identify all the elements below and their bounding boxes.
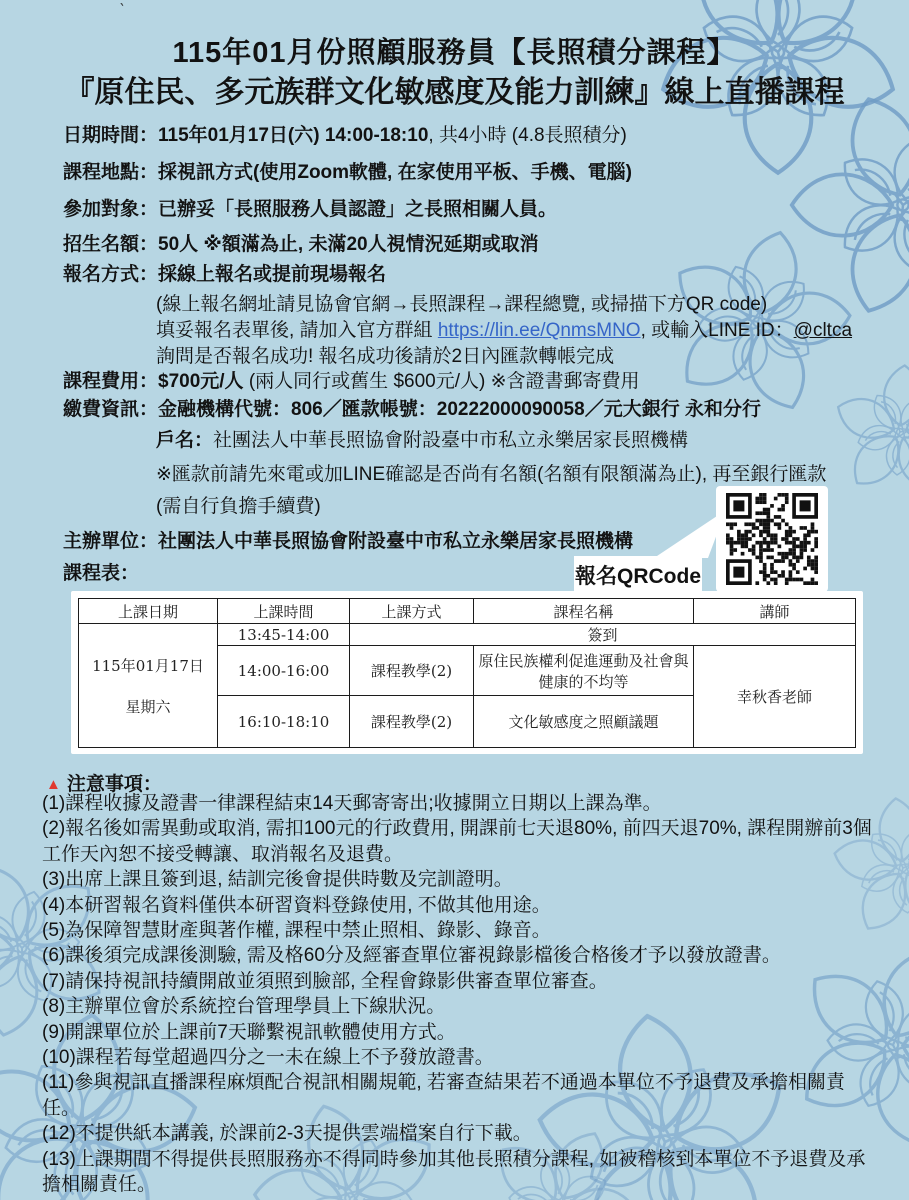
- schedule-heading: 課程表：: [63, 563, 140, 584]
- account-name-value: 社團法人中華長照協會附設臺中市私立永樂居家長照機構: [213, 430, 689, 451]
- location-line: [63, 157, 632, 184]
- course-cell: 文化敏感度之照顧議題: [474, 696, 694, 748]
- organizer-label: 主辦單位：: [63, 531, 159, 552]
- note-item: (5)為保障智慧財產與著作權, 課程中禁止照相、錄影、錄音。: [42, 920, 551, 942]
- organizer-line: [63, 526, 633, 553]
- audience-label: 參加對象：: [63, 199, 159, 220]
- payment-label: 繳費資訊：: [63, 399, 159, 420]
- note-item: (12)不提供紙本講義, 於課前2-3天提供雲端檔案自行下載。: [42, 1123, 532, 1145]
- note-item: (3)出席上課且簽到退, 結訓完後會提供時數及完訓證明。: [42, 869, 513, 891]
- signup-note-1: (線上報名網址請見協會官網→長照課程→課程總覽, 或掃描下方QR code): [156, 294, 768, 315]
- note-item: (1)課程收據及證書一律課程結束14天郵寄寄出;收據開立日期以上課為準。: [42, 793, 662, 814]
- audience-value: 已辦妥「長照服務人員認證」之長照相關人員。: [158, 199, 558, 220]
- date-time-line: [63, 120, 627, 147]
- method-cell: 課程教學(2): [350, 646, 474, 696]
- note-item: (10)課程若每堂超過四分之一未在線上不予發放證書。: [42, 1047, 494, 1069]
- stray-mark: `: [116, 1, 126, 20]
- bank-code-label: 金融機構代號：: [158, 399, 292, 420]
- account-number-value: 20222000090058: [436, 399, 585, 420]
- account-name-line: [156, 425, 688, 452]
- note-item: (8)主辦單位會於系統控台管理學員上下線狀況。: [42, 996, 446, 1018]
- quota-label: 招生名額：: [63, 234, 159, 255]
- note-item: (4)本研習報名資料僅供本研習資料登錄使用, 不做其他用途。: [42, 894, 551, 916]
- organizer-value: 社團法人中華長照協會附設臺中市私立永樂居家長照機構: [158, 531, 634, 552]
- time-cell: 16:10-18:10: [218, 696, 350, 748]
- note-item: (13)上課期間不得提供長照服務亦不得同時參加其他長照積分課程, 如被稽核到本單位不予退費及承擔相關責任。: [42, 1148, 866, 1196]
- table-row: [79, 624, 856, 646]
- notes-heading-text: 注意事項：: [66, 774, 162, 795]
- date-time-label: 日期時間：: [63, 125, 159, 146]
- page-subtitle: 『原住民、多元族群文化敏感度及能力訓練』線上直播課程: [64, 76, 845, 109]
- signup-note-3: 詢問是否報名成功! 報名成功後請於2日內匯款轉帳完成: [156, 346, 615, 367]
- time-cell: 13:45-14:00: [218, 624, 350, 646]
- signup-method-line: [63, 259, 386, 286]
- date-time-extra: , 共4小時 (4.8長照積分): [428, 125, 627, 146]
- teacher-cell: 幸秋香老師: [694, 646, 856, 748]
- fee-extra: (兩人同行或舊生 $600元/人) ※含證書郵寄費用: [243, 371, 640, 392]
- bank-code-value: 806: [291, 399, 323, 420]
- signup-note-2-pre: 填妥報名表單後, 請加入官方群組: [156, 320, 438, 341]
- date-cell-line1: 115年01月17日: [92, 656, 204, 675]
- date-cell: [79, 624, 218, 748]
- qr-code-panel: [716, 486, 828, 592]
- col-header-time: 上課時間: [218, 599, 350, 624]
- bubble-pointer: [636, 506, 728, 558]
- time-cell: 14:00-16:00: [218, 646, 350, 696]
- qr-bubble-label: 報名QRCode: [574, 556, 702, 594]
- schedule-table: [78, 598, 856, 748]
- note-item: (6)課後須完成課後測驗, 需及格60分及經審查單位審視錄影檔後合格後才予以發放證書。: [42, 945, 781, 967]
- quota-value: 50人 ※額滿為止, 未滿20人視情況延期或取消: [158, 234, 539, 255]
- note-item: (9)開課單位於上課前7天聯繫視訊軟體使用方式。: [42, 1021, 456, 1043]
- fee-amount: $700元/人: [158, 371, 244, 392]
- audience-line: [63, 194, 557, 221]
- note-item: (2)報名後如需異動或取消, 需扣100元的行政費用, 開課前七天退80%, 前四天退70%, 課程開辦前3個工作天內恕不接受轉讓、取消報名及退費。: [42, 818, 872, 865]
- col-header-method: 上課方式: [350, 599, 474, 624]
- location-value: 採視訊方式(使用Zoom軟體, 在家使用平板、手機、電腦): [158, 162, 632, 183]
- col-header-date: 上課日期: [79, 599, 218, 624]
- bank-name: ／元大銀行 永和分行: [584, 399, 761, 420]
- activity-cell: 簽到: [350, 624, 856, 646]
- page-title: 115年01月份照顧服務員【長照積分課程】: [172, 37, 737, 69]
- schedule-panel: [71, 591, 863, 754]
- signup-note-2-mid: , 或輸入LINE ID：: [640, 320, 794, 341]
- account-name-label: 戶名：: [156, 430, 214, 451]
- signup-method-value: 採線上報名或提前現場報名: [158, 264, 387, 285]
- col-header-teacher: 講師: [694, 599, 856, 624]
- location-label: 課程地點：: [63, 162, 159, 183]
- line-group-link[interactable]: https://lin.ee/QnmsMNO: [437, 320, 641, 341]
- quota-line: [63, 229, 539, 256]
- method-cell: 課程教學(2): [350, 696, 474, 748]
- payment-line: [63, 394, 761, 421]
- warning-triangle-icon: ▲: [46, 776, 61, 793]
- date-time-value: 115年01月17日(六) 14:00-18:10: [158, 125, 429, 146]
- note-item: (7)請保持視訊持續開啟並須照到臉部, 全程會錄影供審查單位審查。: [42, 970, 608, 992]
- remit-note-1: ※匯款前請先來電或加LINE確認是否尚有名額(名額有限額滿為止), 再至銀行匯款: [156, 464, 827, 485]
- course-cell: 原住民族權利促進運動及社會與健康的不均等: [474, 646, 694, 696]
- line-id-link[interactable]: @cltca: [793, 320, 853, 341]
- date-cell-line2: 星期六: [125, 697, 171, 716]
- signup-method-label: 報名方式：: [63, 264, 159, 285]
- table-header-row: [79, 599, 856, 624]
- col-header-course: 課程名稱: [474, 599, 694, 624]
- qr-code-image: [726, 493, 818, 585]
- signup-note-2: [156, 315, 852, 342]
- remit-note-2: (需自行負擔手續費): [156, 496, 321, 517]
- note-item: (11)參與視訊直播課程麻煩配合視訊相關規範, 若審查結果若不通過本單位不予退費及承擔相關責任。: [42, 1072, 845, 1119]
- account-number-label: ／匯款帳號：: [322, 399, 437, 420]
- fee-line: [63, 366, 640, 393]
- fee-label: 課程費用：: [63, 371, 159, 392]
- notes-section: [42, 791, 880, 1198]
